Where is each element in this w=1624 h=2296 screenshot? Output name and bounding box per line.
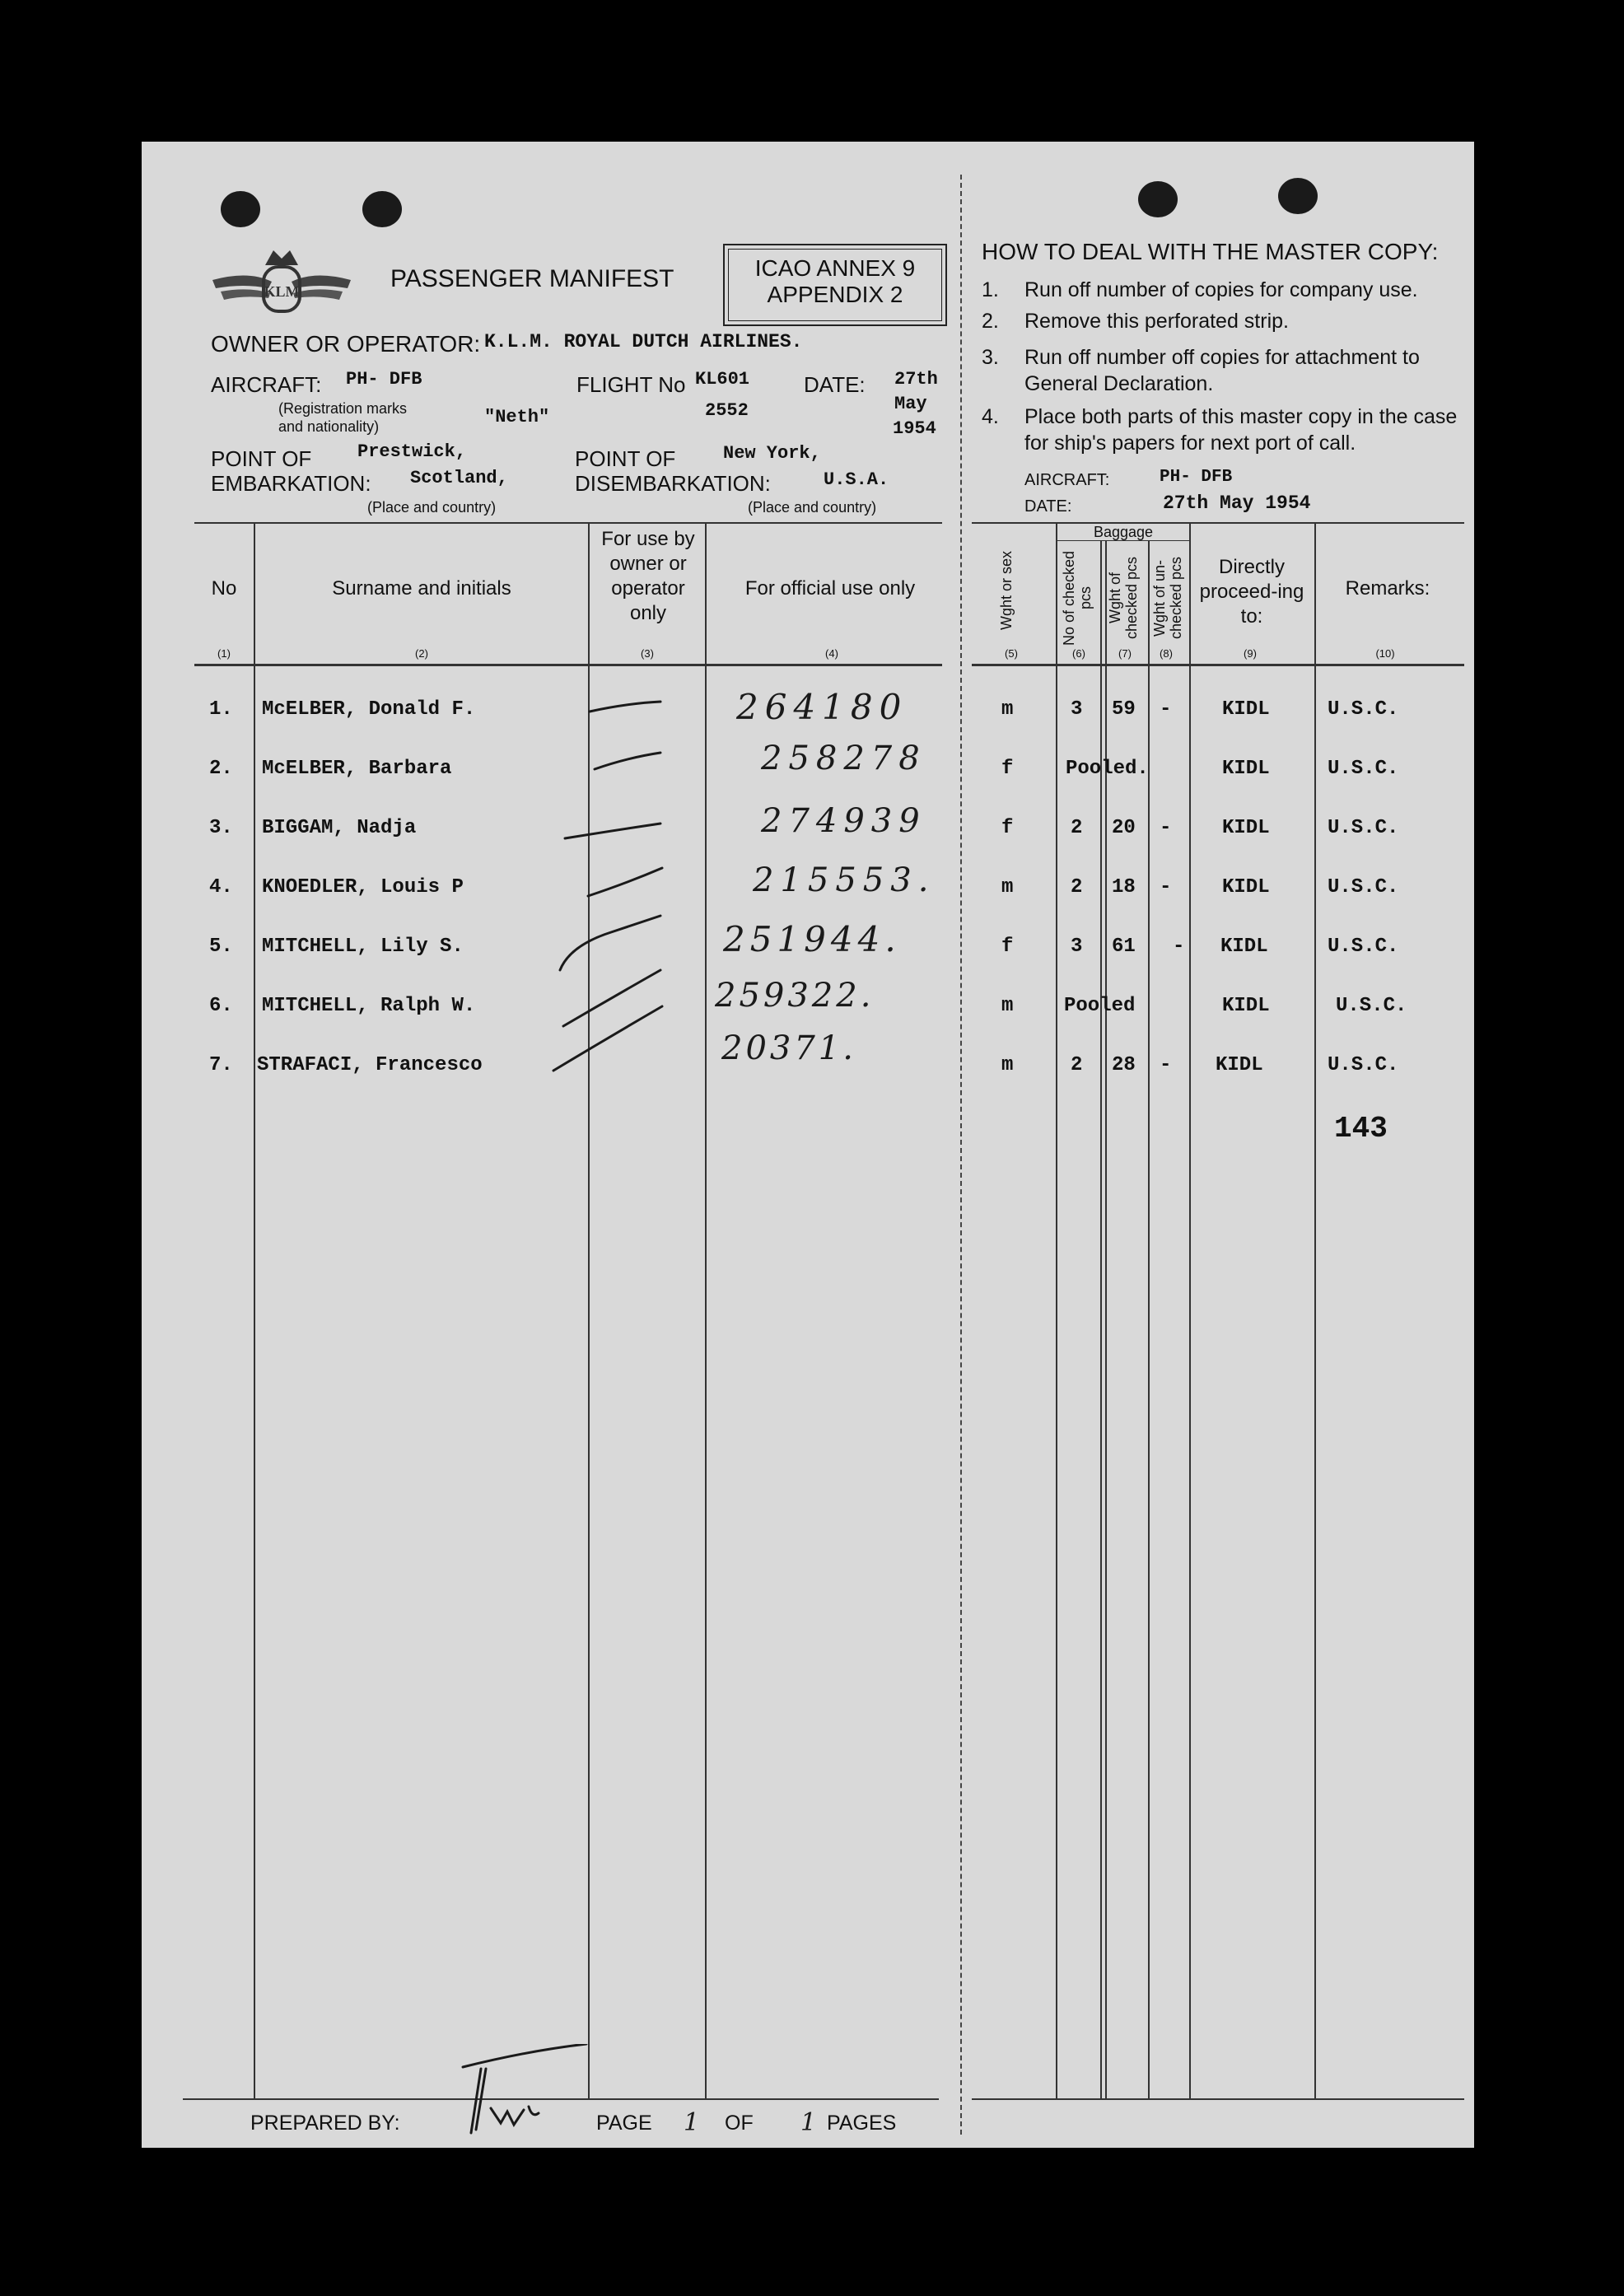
row-sex: m [1001, 876, 1014, 898]
row-remarks: U.S.C. [1328, 1054, 1399, 1076]
col-unchecked-wght: Wght of un-checked pcs [1151, 556, 1184, 640]
row-remarks: U.S.C. [1328, 936, 1399, 958]
row-dest: KIDL [1222, 698, 1270, 721]
col-surname: Surname and initials [332, 577, 511, 600]
registration-note: and nationality) [278, 418, 380, 435]
row-dest: KIDL [1222, 995, 1270, 1017]
icao-box [723, 244, 947, 326]
col-no: No [211, 577, 237, 600]
row-name: McELBER, Barbara [262, 758, 452, 780]
klm-logo-icon [208, 245, 356, 324]
embark-value: Scotland, [410, 468, 508, 488]
icao-appendix: APPENDIX 2 [767, 282, 903, 307]
punch-hole [221, 191, 260, 227]
nationality-value: "Neth" [484, 407, 550, 427]
row-pcs: 3 [1071, 936, 1083, 958]
row-wght: 18 [1112, 876, 1136, 898]
manifest-sheet [142, 142, 1474, 2148]
row-official: 258278 [761, 740, 926, 777]
aircraft-value: PH- DFB [346, 369, 422, 390]
row-wght: 59 [1112, 698, 1136, 721]
instruction-item: 1. Run off number of copies for company use. [982, 278, 1418, 301]
table-top-rule [972, 522, 1464, 524]
row-no: 2. [209, 758, 233, 780]
row-name: MITCHELL, Ralph W. [262, 995, 476, 1017]
embark-value: Prestwick, [357, 441, 467, 462]
row-remarks: U.S.C. [1336, 995, 1407, 1017]
perforation-line [960, 175, 962, 2135]
col-number: (5) [1005, 647, 1018, 660]
copy-date-label: DATE: [1024, 497, 1072, 516]
date-label: DATE: [804, 372, 866, 397]
svg-text:KLM: KLM [264, 283, 300, 300]
row-dest: KIDL [1222, 817, 1270, 839]
row-no: 3. [209, 817, 233, 839]
manifest-title: PASSENGER MANIFEST [390, 265, 674, 292]
row-sex: m [1001, 995, 1014, 1017]
row-name: STRAFACI, Francesco [257, 1054, 483, 1076]
row-name: BIGGAM, Nadja [262, 817, 417, 839]
disembark-label: DISEMBARKATION: [575, 471, 771, 496]
col-number: (4) [825, 647, 838, 660]
row-sex: m [1001, 698, 1014, 721]
row-pcs: 2 [1071, 1054, 1083, 1076]
table-row [142, 740, 1474, 791]
disembark-label: POINT OF [575, 446, 676, 471]
copy-aircraft-label: AIRCRAFT: [1024, 471, 1110, 489]
row-no: 1. [209, 698, 233, 721]
row-pcs: Pooled. [1066, 758, 1149, 780]
row-dest: KIDL [1220, 936, 1268, 958]
date-value: 27th [894, 369, 938, 390]
icao-annex: ICAO ANNEX 9 [754, 255, 916, 281]
pages-label: PAGES [827, 2112, 897, 2135]
prepared-label: PREPARED BY: [250, 2112, 400, 2135]
row-name: McELBER, Donald F. [262, 698, 476, 721]
instructions-title: HOW TO DEAL WITH THE MASTER COPY: [982, 239, 1439, 264]
of-label: OF [725, 2112, 754, 2135]
flight-value: KL601 [695, 369, 750, 390]
row-pcs: Pooled [1064, 995, 1136, 1017]
row-remarks: U.S.C. [1328, 876, 1399, 898]
row-unchk: - [1160, 1054, 1172, 1076]
owner-value: K.L.M. ROYAL DUTCH AIRLINES. [484, 331, 803, 352]
row-dest: KIDL [1222, 758, 1270, 780]
copy-aircraft-value: PH- DFB [1160, 468, 1233, 487]
row-no: 6. [209, 995, 233, 1017]
table-row [142, 687, 1474, 731]
flight-label: FLIGHT No [576, 372, 686, 397]
col-proceeding: Directly proceed-ing to: [1199, 556, 1304, 628]
stamp-number: 143 [1334, 1112, 1388, 1146]
row-wght: 20 [1112, 817, 1136, 839]
row-unchk: - [1173, 936, 1185, 958]
flight-value-2: 2552 [705, 400, 749, 421]
embark-label: POINT OF [211, 446, 312, 471]
row-pcs: 2 [1071, 817, 1083, 839]
row-no: 5. [209, 936, 233, 958]
date-value: May [894, 394, 927, 414]
row-name: MITCHELL, Lily S. [262, 936, 464, 958]
table-top-rule [194, 522, 942, 524]
row-official: 264180 [736, 687, 908, 727]
col-number: (6) [1072, 647, 1085, 660]
col-number: (10) [1375, 647, 1395, 660]
row-no: 7. [209, 1054, 233, 1076]
signature-mark [438, 2044, 595, 2135]
registration-note: (Registration marks [278, 400, 408, 417]
punch-hole [1278, 178, 1318, 214]
row-dest: KIDL [1222, 876, 1270, 898]
row-official: 259322. [715, 977, 875, 1015]
table-row [142, 1029, 1474, 1087]
footer-rule [972, 2098, 1464, 2100]
row-official: 20371. [721, 1029, 856, 1067]
embark-note: (Place and country) [367, 499, 497, 516]
row-wght: 61 [1112, 936, 1136, 958]
col-sex: Wght or sex [998, 550, 1015, 631]
row-sex: f [1001, 758, 1014, 780]
instruction-item: 2. Remove this perforated strip. [982, 310, 1289, 333]
row-official: 274939 [761, 802, 926, 840]
row-dest: KIDL [1216, 1054, 1263, 1076]
row-pcs: 3 [1071, 698, 1083, 721]
of-value: 1 [800, 2108, 817, 2137]
row-sex: f [1001, 817, 1014, 839]
punch-hole [1138, 181, 1178, 217]
embark-label: EMBARKATION: [211, 471, 371, 496]
row-official: 251944. [723, 919, 901, 959]
row-sex: m [1001, 1054, 1014, 1076]
table-row [142, 919, 1474, 968]
table-row [142, 977, 1474, 1028]
owner-tick-marks [537, 685, 726, 1080]
aircraft-label: AIRCRAFT: [211, 372, 322, 397]
col-official: For official use only [744, 577, 916, 600]
col-number: (7) [1118, 647, 1132, 660]
row-official: 215553. [753, 861, 936, 899]
instruction-item: 4. Place both parts of this master copy in the case for ship's papers for next port of call. [982, 405, 1458, 455]
row-remarks: U.S.C. [1328, 698, 1399, 721]
disembark-value: New York, [723, 443, 821, 464]
page-label: PAGE [596, 2112, 652, 2135]
col-number: (3) [641, 647, 654, 660]
disembark-note: (Place and country) [748, 499, 877, 516]
table-row [142, 802, 1474, 850]
row-name: KNOEDLER, Louis P [262, 876, 464, 898]
row-remarks: U.S.C. [1328, 758, 1399, 780]
row-remarks: U.S.C. [1328, 817, 1399, 839]
row-wght: 28 [1112, 1054, 1136, 1076]
row-no: 4. [209, 876, 233, 898]
copy-date-value: 27th May 1954 [1163, 492, 1311, 514]
col-checked-pcs: No of checked pcs [1061, 550, 1094, 646]
header-rule [194, 664, 942, 666]
col-baggage: Baggage [1093, 524, 1154, 540]
col-remarks: Remarks: [1345, 577, 1430, 600]
page-value: 1 [684, 2108, 700, 2137]
row-sex: f [1001, 936, 1014, 958]
table-row [142, 861, 1474, 909]
col-number: (1) [217, 647, 231, 660]
owner-label: OWNER OR OPERATOR: [211, 331, 481, 357]
instruction-item: 3. Run off number off copies for attachment to General Declaration. [982, 346, 1420, 395]
row-unchk: - [1160, 876, 1172, 898]
disembark-value: U.S.A. [824, 469, 889, 490]
col-checked-wght: Wght of checked pcs [1107, 556, 1140, 640]
col-number: (2) [415, 647, 428, 660]
col-owner-use: For use by owner or operator only [601, 528, 695, 624]
instructions-list [982, 277, 1459, 463]
col-number: (8) [1160, 647, 1173, 660]
date-value: 1954 [893, 418, 936, 439]
header-rule [972, 664, 1464, 666]
row-unchk: - [1160, 817, 1172, 839]
row-unchk: - [1160, 698, 1172, 721]
row-pcs: 2 [1071, 876, 1083, 898]
punch-hole [362, 191, 402, 227]
col-number: (9) [1244, 647, 1257, 660]
